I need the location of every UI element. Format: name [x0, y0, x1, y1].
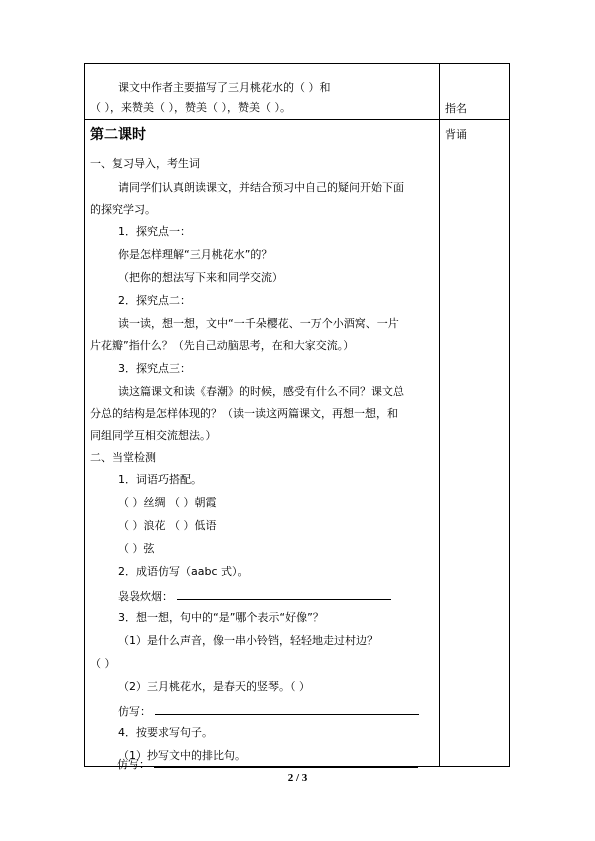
answer-blank[interactable]: [154, 755, 418, 768]
column-divider: [439, 64, 440, 766]
body-line: 1．探究点一：: [118, 225, 191, 238]
body-line: 1．词语巧搭配。: [118, 473, 202, 486]
side-note-1: 指名: [445, 102, 467, 115]
side-note-2: 背诵: [445, 128, 467, 141]
top-line-1: 课文中作者主要描写了三月桃花水的（ ）和: [118, 81, 331, 94]
body-line: 4．按要求写句子。: [118, 726, 213, 739]
imitation-prompt: 仿写：: [117, 758, 150, 771]
body-line: 2．探究点二：: [118, 294, 191, 307]
body-line: （ ）: [90, 657, 116, 670]
top-line-2: （ ），来赞美（ ），赞美（ ），赞美（ ）。: [90, 101, 291, 114]
imitation-line: [118, 702, 464, 720]
body-line: 二、当堂检测: [90, 451, 156, 464]
idiom-line: [118, 587, 464, 605]
body-line: 请同学们认真朗读课文，并结合预习中自己的疑问开始下面: [118, 181, 404, 194]
body-line: 3．探究点三：: [118, 362, 191, 375]
body-line: （把你的想法写下来和同学交流）: [118, 271, 283, 284]
body-line: （ ）浪花 （ ）低语: [118, 519, 217, 532]
body-line: 同组同学互相交流想法。）: [90, 429, 217, 442]
body-line: 2．成语仿写（aabc 式）。: [118, 565, 249, 578]
lesson-table: [84, 63, 510, 767]
body-line: 你是怎样理解“三月桃花水”的？: [118, 248, 273, 261]
body-line: 分总的结构是怎样体现的？（读一读这两篇课文，再想一想，和: [90, 407, 398, 420]
body-line: （1）是什么声音，像一串小铃铛，轻轻地走过村边？: [118, 634, 378, 647]
body-line: 读一读，想一想，文中“一千朵樱花、一万个小酒窝、一片: [118, 317, 399, 330]
imitation-prompt: 仿写：: [118, 705, 151, 718]
idiom-prompt: 袅袅炊烟：: [118, 590, 173, 603]
answer-blank[interactable]: [177, 587, 391, 600]
body-line: 读这篇课文和读《春潮》的时候，感受有什么不同？课文总: [118, 385, 404, 398]
body-line: （1）抄写文中的排比句。: [118, 749, 246, 762]
body-line: 一、复习导入，考生词: [90, 157, 200, 170]
body-line: （2）三月桃花水，是春天的竖琴。（ ）: [118, 680, 310, 693]
imitation-line: [117, 755, 427, 773]
body-line: 片花瓣”指什么？（先自己动脑思考，在和大家交流。）: [90, 339, 355, 352]
body-line: （ ）弦: [118, 542, 155, 555]
page-number: 2 / 3: [287, 772, 308, 784]
body-line: 3．想一想，句中的“是”哪个表示“好像”？: [118, 611, 324, 624]
section-heading: 第二课时: [90, 127, 146, 143]
body-line: （ ）丝绸 （ ）朝霞: [118, 496, 217, 509]
answer-blank[interactable]: [155, 702, 419, 715]
body-line: 的探究学习。: [90, 203, 156, 216]
